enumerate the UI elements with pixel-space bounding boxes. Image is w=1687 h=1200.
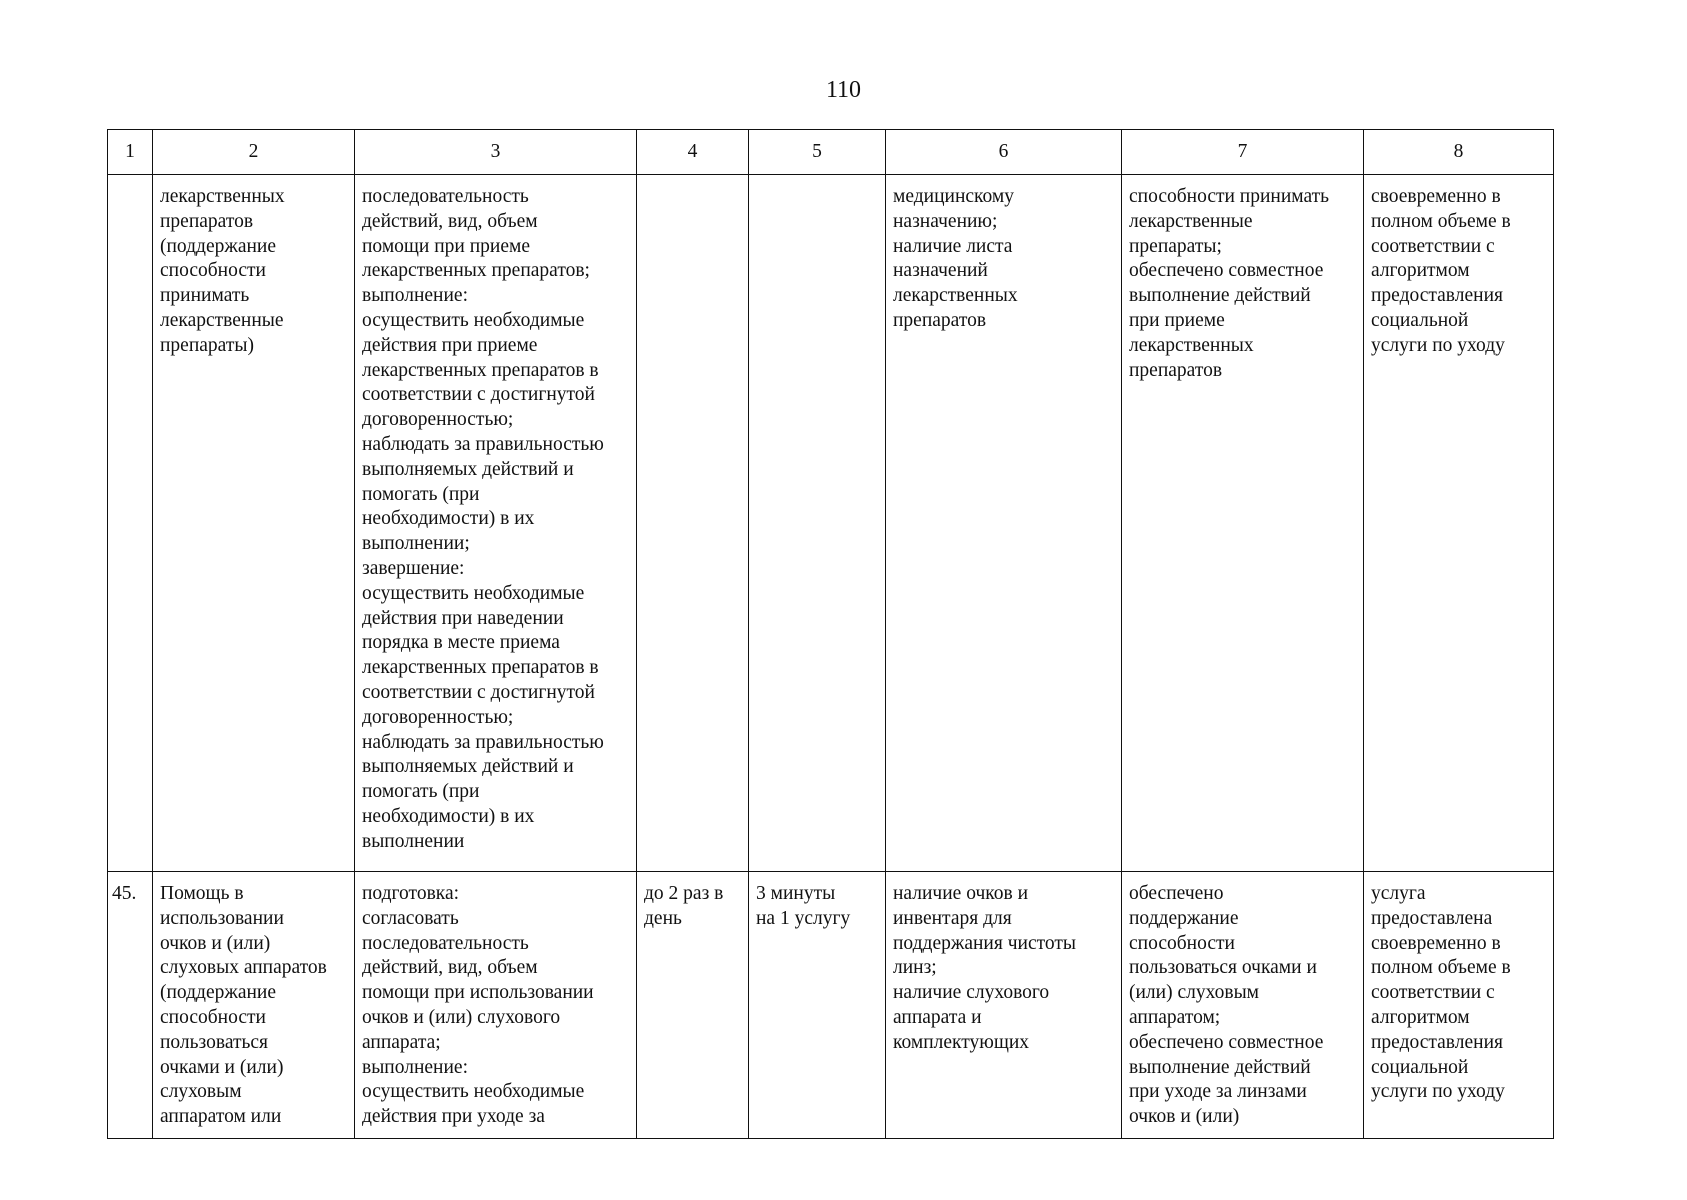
quality-cell: своевременно в полном объеме в соответствии с алгоритмом предоставления социальной услуги по уходу bbox=[1364, 175, 1554, 872]
result-cell: обеспечено поддержание способности пользоваться очками и (или) слуховым аппаратом; обеспечено совместное выполнение действий при уходе за линзами очков и (или) bbox=[1122, 872, 1364, 1139]
service-name-cell: лекарственных препаратов (поддержание способности принимать лекарственные препараты) bbox=[153, 175, 355, 872]
header-cell-8: 8 bbox=[1364, 130, 1554, 175]
services-table bbox=[107, 129, 1554, 1139]
header-cell-6: 6 bbox=[886, 130, 1122, 175]
conditions-cell: наличие очков и инвентаря для поддержания чистоты линз; наличие слухового аппарата и комплектующих bbox=[886, 872, 1122, 1139]
table-header-row bbox=[108, 130, 1554, 175]
conditions-cell: медицинскому назначению; наличие листа назначений лекарственных препаратов bbox=[886, 175, 1122, 872]
row-number-cell bbox=[108, 175, 153, 872]
service-description-cell: подготовка: согласовать последовательность действий, вид, объем помощи при использовании очков и (или) слухового аппарата; выполнение: осуществить необходимые действия при уходе за bbox=[355, 872, 637, 1139]
header-cell-3: 3 bbox=[355, 130, 637, 175]
header-cell-5: 5 bbox=[749, 130, 886, 175]
service-description-cell: последовательность действий, вид, объем помощи при приеме лекарственных препаратов; выполнение: осуществить необходимые действия при приеме лекарственных препаратов в соответствии с достигнутой договоренностью; наблюдать за правильностью выполняемых действий и помогать (при необходимости) в их выполнении; завершение: осуществить необходимые действия при наведении порядка в месте приема лекарственных препаратов в соответствии с достигнутой договоренностью; наблюдать за правильностью выполняемых действий и помогать (при необходимости) в их выполнении bbox=[355, 175, 637, 872]
duration-cell: 3 минуты на 1 услугу bbox=[749, 872, 886, 1139]
page-number: 110 bbox=[825, 77, 862, 103]
header-cell-1: 1 bbox=[108, 130, 153, 175]
header-cell-4: 4 bbox=[637, 130, 749, 175]
service-name-cell: Помощь в использовании очков и (или) слуховых аппаратов (поддержание способности пользоваться очками и (или) слуховым аппаратом или bbox=[153, 872, 355, 1139]
result-cell: способности принимать лекарственные препараты; обеспечено совместное выполнение действий при приеме лекарственных препаратов bbox=[1122, 175, 1364, 872]
frequency-cell bbox=[637, 175, 749, 872]
header-cell-7: 7 bbox=[1122, 130, 1364, 175]
row-number-cell: 45. bbox=[108, 872, 153, 1139]
header-cell-2: 2 bbox=[153, 130, 355, 175]
table-row bbox=[108, 175, 1554, 872]
frequency-cell: до 2 раз в день bbox=[637, 872, 749, 1139]
table-row bbox=[108, 872, 1554, 1139]
duration-cell bbox=[749, 175, 886, 872]
quality-cell: услуга предоставлена своевременно в полном объеме в соответствии с алгоритмом предоставления социальной услуги по уходу bbox=[1364, 872, 1554, 1139]
